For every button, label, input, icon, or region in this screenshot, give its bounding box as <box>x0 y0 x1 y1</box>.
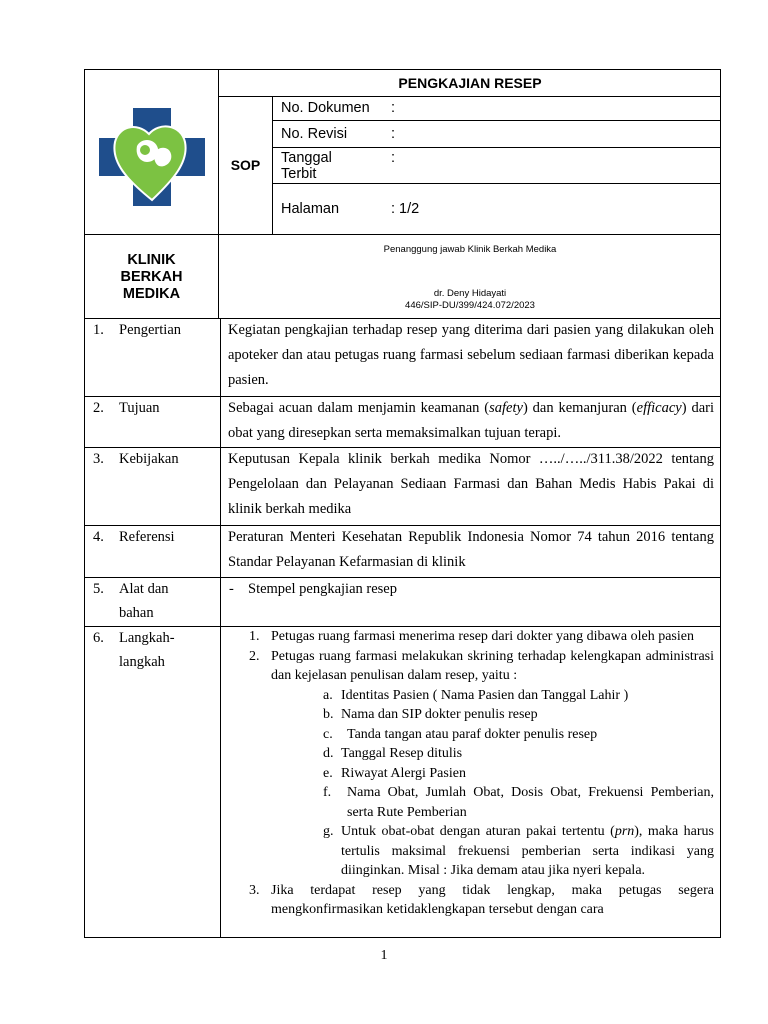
bullet-dash: - <box>229 581 234 597</box>
table-row-tujuan <box>84 396 721 448</box>
step-number: 3. <box>249 882 260 898</box>
text-italic: safety <box>489 400 523 416</box>
sop-label: SOP <box>230 157 261 173</box>
table-row-alat-bahan <box>84 577 721 627</box>
substep-text: Identitas Pasien ( Nama Pasien dan Tanggal Lahir ) <box>341 687 629 703</box>
list-item <box>235 822 714 881</box>
clinic-name-line: BERKAH <box>120 269 183 285</box>
responsible-sip: 446/SIP-DU/399/424.072/2023 <box>405 300 535 311</box>
list-item <box>235 764 714 784</box>
field-value-tanggal-terbit: : <box>391 150 396 166</box>
row-number: 5. <box>93 581 104 597</box>
row-title-line: Alat dan <box>119 581 169 597</box>
table-row-referensi <box>84 525 721 578</box>
text-part: Sebagai acuan dalam menjamin keamanan ( <box>228 400 490 416</box>
substep-letter: f. <box>323 785 332 800</box>
substep-text: Tanda tangan atau paraf dokter penulis resep <box>347 726 598 742</box>
row-title: Kebijakan <box>119 451 179 467</box>
row-title <box>119 626 219 674</box>
row-title-line: Langkah- <box>119 630 175 646</box>
substep-letter: c. <box>323 726 333 742</box>
text-part: ) dari obat yang diresepkan serta memaksimalkan tujuan terapi. <box>228 400 714 441</box>
substep-text: Tanggal Resep ditulis <box>341 746 463 761</box>
list-item <box>235 783 714 822</box>
substep-text: Riwayat Alergi Pasien <box>341 765 466 781</box>
list-item <box>235 647 714 686</box>
substep-letter: g. <box>323 824 334 839</box>
row-content: Kegiatan pengkajian terhadap resep yang diterima dari pasien yang dilakukan oleh apoteker dan atau petugas ruang farmasi sebelum sediaan farmasi diberikan kepada pasien. <box>228 322 714 388</box>
steps-list <box>235 627 714 920</box>
row-number: 4. <box>93 529 104 545</box>
list-item <box>235 744 714 764</box>
substep-letter: d. <box>323 746 334 761</box>
row-content: Peraturan Menteri Kesehatan Republik Indonesia Nomor 74 tahun 2016 tentang Standar Pelayanan Kefarmasian di klinik <box>228 529 714 570</box>
row-title: Referensi <box>119 529 175 545</box>
row-number: 3. <box>93 451 104 467</box>
row-content: Keputusan Kepala klinik berkah medika Nomor …../…../311.38/2022 tentang Pengelolaan dan Pelayanan Sediaan Farmasi dan Bahan Medis Habis Pakai di klinik berkah medika <box>228 451 714 517</box>
table-row-langkah <box>84 626 721 938</box>
table-row-pengertian <box>84 318 721 397</box>
clinic-name <box>85 252 218 303</box>
field-label-tanggal: Tanggal <box>281 150 332 166</box>
substep-text <box>341 824 714 878</box>
row-title: Tujuan <box>119 400 160 416</box>
responsible-title: Penanggung jawab Klinik Berkah Medika <box>383 244 557 255</box>
cross-heart-icon <box>97 102 207 212</box>
step-number: 1. <box>249 629 260 644</box>
text-part: ) dan kemanjuran ( <box>522 400 637 416</box>
row-number: 1. <box>93 322 104 338</box>
clinic-name-line: MEDIKA <box>122 286 181 302</box>
step-number: 2. <box>249 648 260 664</box>
list-item <box>235 686 714 706</box>
field-label-no-dokumen: No. Dokumen <box>281 100 370 116</box>
table-row-kebijakan <box>84 447 721 526</box>
row-content: Stempel pengkajian resep <box>248 581 397 597</box>
substep-letter: e. <box>323 765 333 781</box>
field-value-halaman: : 1/2 <box>391 201 420 217</box>
list-item <box>235 725 714 745</box>
responsible-name: dr. Deny Hidayati <box>433 288 507 299</box>
list-item <box>235 627 714 647</box>
field-label-tanggal-terbit <box>281 150 332 182</box>
clinic-logo <box>97 102 207 212</box>
substep-text: Nama dan SIP dokter penulis resep <box>341 707 538 722</box>
page-number: 1 <box>380 948 388 963</box>
row-number: 2. <box>93 400 104 416</box>
field-value-no-revisi: : <box>391 126 396 142</box>
field-label-halaman: Halaman <box>281 201 340 217</box>
field-label-terbit: Terbit <box>281 166 317 182</box>
substep-letter: a. <box>323 687 333 703</box>
text-italic: prn <box>614 824 635 839</box>
list-item <box>235 705 714 725</box>
clinic-name-line: KLINIK <box>127 252 176 268</box>
step-text: Petugas ruang farmasi melakukan skrining terhadap kelengkapan administrasi dan kejelasan penulisan dalam resep, yaitu : <box>271 648 714 683</box>
step-text: Petugas ruang farmasi menerima resep dari dokter yang dibawa oleh pasien <box>271 629 694 644</box>
row-number: 6. <box>93 630 104 646</box>
text-italic: efficacy <box>636 400 682 416</box>
sop-header-table <box>84 69 721 319</box>
document-title: PENGKAJIAN RESEP <box>398 75 542 91</box>
substep-text: Nama Obat, Jumlah Obat, Dosis Obat, Frekuensi Pemberian, serta Rute Pemberian <box>347 785 714 820</box>
step-text: Jika terdapat resep yang tidak lengkap, maka petugas segera mengkonfirmasikan ketidaklengkapan tersebut dengan cara <box>271 882 714 917</box>
text-part: Untuk obat-obat dengan aturan pakai tertentu ( <box>341 824 615 839</box>
text-part: ), maka harus tertulis maksimal frekuensi pemberian serta indikasi yang diinginkan. Misal : Jika demam atau jika nyeri kepala. <box>341 824 714 878</box>
list-item <box>235 881 714 920</box>
row-title-line: bahan <box>119 605 154 621</box>
row-title-line: langkah <box>119 654 165 670</box>
row-content <box>228 396 714 446</box>
field-label-no-revisi: No. Revisi <box>281 126 348 142</box>
row-title <box>119 577 219 625</box>
row-title: Pengertian <box>119 322 182 338</box>
substep-letter: b. <box>323 707 334 722</box>
field-value-no-dokumen: : <box>391 100 396 116</box>
